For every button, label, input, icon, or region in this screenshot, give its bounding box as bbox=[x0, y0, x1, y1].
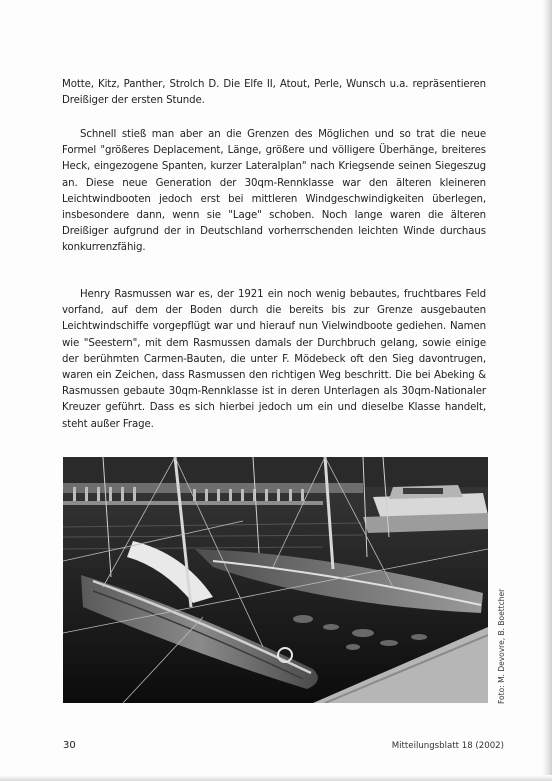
paragraph-2 bbox=[62, 127, 486, 257]
harbor-photo bbox=[63, 457, 488, 703]
photo-credit: Foto: M. Devovre, B. Boettcher bbox=[497, 588, 506, 704]
paragraph-3 bbox=[62, 287, 486, 433]
paragraph-1 bbox=[62, 77, 486, 109]
journal-footer: Mitteilungsblatt 18 (2002) bbox=[391, 741, 504, 751]
page-edge-shadow bbox=[542, 0, 552, 781]
page-bottom-shadow bbox=[0, 775, 552, 781]
sailboats-in-harbor-image bbox=[63, 457, 488, 703]
paragraph-1-text: Motte, Kitz, Panther, Strolch D. Die Elfe II, Atout, Perle, Wunsch u.a. repräsentieren Dreißiger der ersten Stunde. bbox=[62, 79, 486, 107]
page-number: 30 bbox=[63, 740, 76, 751]
paragraph-2-text: Schnell stieß man aber an die Grenzen des Möglichen und so trat die neue Formel "größeres Deplacement, Länge, größere und völligere Überhänge, breiteres Heck, eingezogene Spanten, kurzer Lateralplan" nach Kriegsende seinen Siegeszug an. Diese neue Generation der 30qm-Rennklasse war den älteren kleineren Leichtwindbooten jedoch erst bei mittleren Windgeschwindigkeiten überlegen, insbesondere dann, wenn sie "Lage" schoben. Noch lange waren die älteren Dreißiger aufgrund der in Deutschland vorherrschenden leichten Winde durchaus konkurrenzfähig. bbox=[62, 129, 486, 254]
paragraph-3-text: Henry Rasmussen war es, der 1921 ein noch wenig bebautes, fruchtbares Feld vorfand, auf dem der Boden durch die bereits bis zur Grenze ausgebauten Leichtwindschiffe vorgepflügt war und hierauf nun Vielwindboote gediehen. Namen wie "Seestern", mit dem Rasmussen damals der Durchbruch gelang, sowie einige der berühmten Carmen-Bauten, die unter F. Mödebeck oft den Sieg davontrugen, waren ein Zeichen, dass Rasmussen den richtigen Weg beschritt. Die bei Abeking & Rasmussen gebaute 30qm-Rennklasse ist in deren Unterlagen als 30qm-Nationaler Kreuzer geführt. Dass es sich hierbei jedoch um ein und dieselbe Klasse handelt, steht außer Frage. bbox=[62, 289, 486, 430]
